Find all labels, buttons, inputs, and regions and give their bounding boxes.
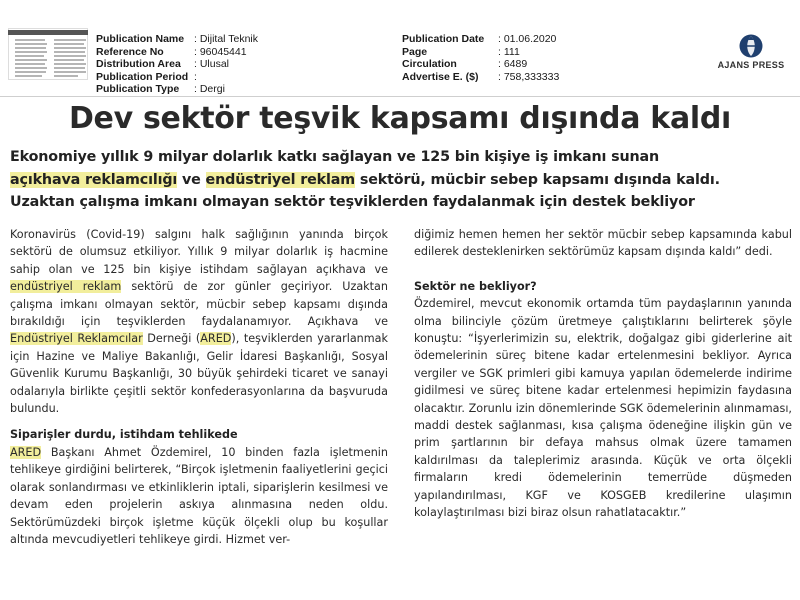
publication-meta-left — [96, 33, 258, 96]
meta-value: : 96045441 — [194, 45, 247, 58]
logo-text: AJANS PRESS — [717, 60, 785, 70]
ajans-press-globe-icon — [738, 33, 764, 59]
lead-line-1: Ekonomiye yıllık 9 milyar dolarlık katkı sağlayan ve 125 bin kişiye iş imkanı sunan — [10, 149, 660, 165]
meta-label: Advertise E. ($) — [402, 70, 479, 83]
meta-row — [402, 58, 559, 71]
meta-value: : Dijital Teknik — [194, 33, 258, 45]
header-divider — [0, 96, 800, 97]
meta-row — [96, 58, 258, 71]
highlighted-term: Endüstriyel Reklamcılar — [10, 332, 143, 346]
meta-label: Circulation — [402, 58, 457, 70]
meta-value: : Ulusal — [194, 58, 230, 70]
thumbnail-title-bar — [8, 30, 88, 35]
meta-row — [402, 71, 559, 84]
highlighted-term: ARED — [200, 332, 232, 346]
meta-row — [96, 33, 258, 46]
meta-value: : 111 — [498, 45, 520, 58]
lead-highlight-2: endüstriyel reklam — [205, 171, 356, 188]
lead-highlight-1: açıkhava reklamcılığı — [10, 171, 178, 188]
clipping-header — [0, 0, 800, 96]
lead-line-3: Uzaktan çalışma imkanı olmayan sektör teşviklerden faydalanmak için destek bekliyor — [10, 194, 695, 210]
highlighted-term: ARED — [10, 445, 42, 459]
meta-row — [402, 46, 559, 59]
text-run: Derneği ( — [142, 332, 201, 346]
meta-value: : 01.06.2020 — [498, 33, 557, 45]
paragraph — [10, 226, 388, 417]
article-lead — [10, 146, 790, 214]
meta-value: : — [194, 70, 197, 83]
paragraph: diğimiz hemen hemen her sektör mücbir sebep kapsamında kabul edilerek desteklenirken sektörümüz kapsam dışında kaldı” dedi. — [414, 228, 792, 259]
section-subheading: Siparişler durdu, istihdam tehlikede — [10, 428, 238, 442]
meta-value: : 758,333333 — [498, 70, 560, 83]
section-subheading: Sektör ne bekliyor? — [414, 279, 537, 293]
meta-value: : Dergi — [194, 83, 225, 95]
meta-label: Publication Date — [402, 33, 485, 45]
meta-label: Reference No — [96, 45, 164, 58]
highlighted-term: endüstriyel reklam — [10, 280, 122, 294]
lead-text: ve — [177, 171, 206, 188]
meta-label: Distribution Area — [96, 58, 181, 70]
meta-label: Publication Type — [96, 83, 180, 95]
meta-row — [96, 71, 258, 84]
paragraph — [10, 444, 388, 548]
meta-row — [402, 33, 559, 46]
ajans-press-logo — [712, 33, 790, 70]
paragraph: Özdemirel, mevcut ekonomik ortamda tüm paydaşlarının yanında olma bilinciyle çözüm üretmeye çalıştıklarını belirterek şöyle konuştu: “İşyerlerimizin su, elektrik, doğalgaz gibi giderlerine ait ödemelerinin süreç bitene kadar ertelenmesini bekliyor. Ayrıca vergiler ve SGK primleri gibi kamuya yapılan ödemelerde indirime gidilmesi ve süreç bitene kadar ertelenmesi hepimizin faydasına olacaktır. Zorunlu izin dönemlerinde SGK ödemelerinin alınmaması, maddi destek sağlanması, kısa çalışma ödeneğine ilişkin gün ve prim şartlarının bir defaya mahsus olmak üzere tamamen kaldırılması da taleplerimiz arasında. Küçük ve orta ölçekli firmaların kredi ödemelerinin temerrüde düşmeden yapılandırılması, KGF ve KOSGEB kredilerine ulaşımın kolaylaştırılması bizi biraz olsun rahatlatacaktır.” — [414, 297, 792, 520]
article-headline: Dev sektör teşvik kapsamı dışında kaldı — [68, 101, 732, 136]
meta-row — [96, 46, 258, 59]
article-column-right — [414, 226, 792, 522]
meta-row — [96, 83, 258, 96]
meta-label: Publication Period — [96, 70, 189, 83]
text-run: sektörü de zor günler geçiriyor. Uzaktan çalışma imkanı olmayan sektör, mücbir sebep kapsamı dışında bırakıldığı için teşviklerden faydalanamıyor. Açıkhava ve — [10, 280, 388, 329]
article-column-left — [10, 226, 388, 548]
text-run: Koronavirüs (Covid-19) salgını halk sağlığının yanında birçok sektörü de olumsuz etkiliyor. Yıllık 9 milyar dolarlık iş hacmine sahip olan ve 125 bin kişiye istihdam sağlayan açıkhava ve — [10, 228, 388, 276]
meta-label: Publication Name — [96, 33, 185, 45]
text-run: Başkanı Ahmet Özdemirel, 10 binden fazla işletmenin tehlikeye girdiğini belirterek, “Birçok işletmenin faaliyetlerini geçici olarak sonlandırması ve etkinliklerin iptali, siparişlerin kesilmesi ve devam eden projelerin askıya alınmasına neden oldu. Sektörümüzdeki birçok işletme küçük ölçekli olup bu koşullar altında mevcudiyetleri tehlikeye girdi. Hizmet ver- — [10, 445, 388, 546]
page-thumbnail[interactable] — [8, 28, 88, 80]
lead-line-2 — [10, 169, 790, 192]
meta-value: : 6489 — [498, 58, 528, 70]
meta-label: Page — [402, 45, 428, 58]
text-run: ), teşviklerden yararlanmak için Hazine ve Maliye Bakanlığı, Gelir İdaresi Başkanlığı, Sosyal Güvenlik Kurumu Başkanlığı, 30 büyük şehirdeki ticaret ve sanayi odalarıyla birlikte çeşitli sektör konfederasyonlarına da başvuruda bulundu. — [10, 332, 388, 416]
publication-meta-right — [402, 33, 559, 83]
lead-text: sektörü, mücbir sebep kapsamı dışında kaldı. — [355, 171, 720, 188]
